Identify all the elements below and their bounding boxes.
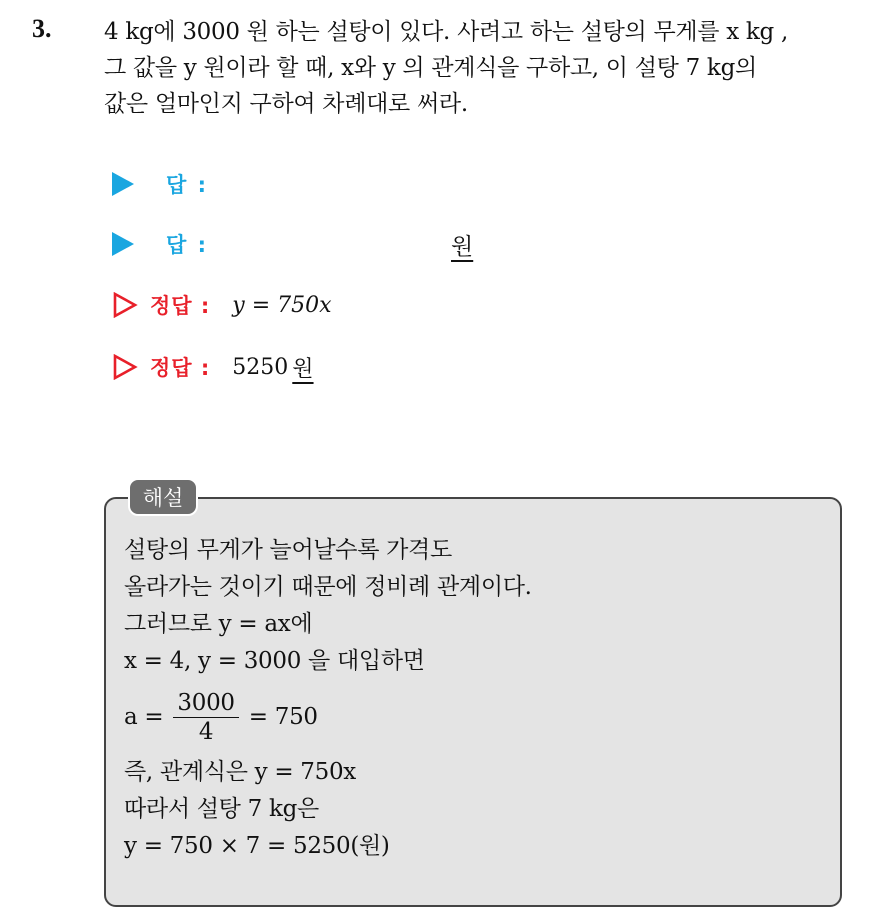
play-triangle-icon xyxy=(112,172,134,196)
correct-unit-won: 원 xyxy=(292,356,314,382)
fraction-denominator: 4 xyxy=(198,718,214,745)
question-number: 3. xyxy=(32,14,52,43)
question-line-3: 값은 얼마인지 구하여 차례대로 써라. xyxy=(104,91,468,117)
correct-answer-row-1 xyxy=(112,287,332,323)
question-line-1: 4 kg에 3000 원 하는 설탕이 있다. 사려고 하는 설탕의 무게를 x kg , xyxy=(104,19,788,45)
play-triangle-icon xyxy=(112,232,134,256)
fraction-rhs: = 750 xyxy=(248,703,318,730)
explanation-line-5: 즉, 관계식은 y = 750x xyxy=(124,759,356,785)
explanation-line-1: 설탕의 무게가 늘어날수록 가격도 xyxy=(124,537,452,563)
answer-label: 답 : xyxy=(166,233,208,257)
correct-value-relation: y = 750x xyxy=(232,292,332,318)
question-text xyxy=(104,14,864,122)
explanation-line-3: 그러므로 y = ax에 xyxy=(124,611,313,637)
outline-triangle-icon xyxy=(112,354,138,380)
answer-row-1 xyxy=(112,166,208,202)
correct-label: 정답 : xyxy=(150,294,211,318)
explanation-line-7: y = 750 × 7 = 5250(원) xyxy=(124,833,390,859)
explanation-text xyxy=(124,532,824,865)
explanation-tag: 해설 xyxy=(128,478,198,516)
fraction-equation xyxy=(124,680,824,754)
explanation-line-2: 올라가는 것이기 때문에 정비례 관계이다. xyxy=(124,574,532,600)
fraction xyxy=(173,689,238,746)
answer-unit-won: 원 xyxy=(451,233,474,260)
explanation-line-6: 따라서 설탕 7 kg은 xyxy=(124,796,319,822)
question-line-2: 그 값을 y 원이라 할 때, x와 y 의 관계식을 구하고, 이 설탕 7 kg의 xyxy=(104,55,757,81)
fraction-numerator: 3000 xyxy=(177,689,235,716)
correct-label: 정답 : xyxy=(150,356,211,380)
answer-label: 답 : xyxy=(166,173,208,197)
outline-triangle-icon xyxy=(112,292,138,318)
explanation-line-4: x = 4, y = 3000 을 대입하면 xyxy=(124,648,425,674)
correct-answer-row-2 xyxy=(112,349,314,385)
answer-row-2 xyxy=(112,226,208,262)
fraction-lhs: a = xyxy=(124,703,164,730)
correct-value-price: 5250 xyxy=(232,354,289,380)
